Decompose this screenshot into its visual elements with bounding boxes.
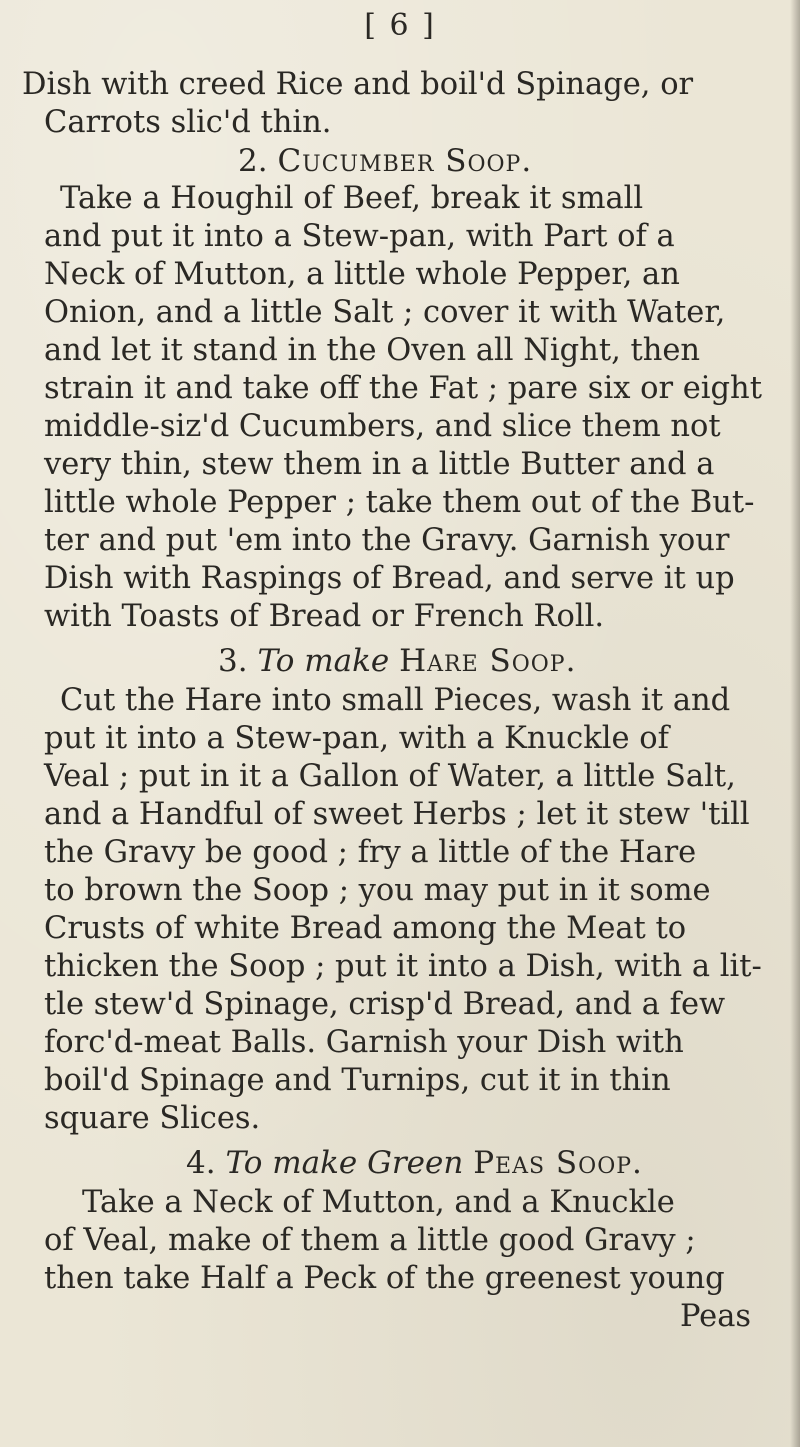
page-gutter-shadow (790, 0, 800, 1447)
text-line: and put it into a Stew-pan, with Part of a (44, 219, 675, 254)
text-line: forc'd-meat Balls. Garnish your Dish with (44, 1025, 684, 1060)
text-line: very thin, stew them in a little Butter and a (44, 447, 715, 482)
heading-title: Hare Soop. (399, 643, 577, 679)
text-line: put it into a Stew-pan, with a Knuckle of (44, 721, 669, 756)
text-line: strain it and take off the Fat ; pare six or eight (44, 371, 762, 406)
text-line: thicken the Soop ; put it into a Dish, with a lit- (44, 949, 762, 984)
heading-title-italic: To make (257, 643, 390, 679)
text-line: Crusts of white Bread among the Meat to (44, 911, 687, 946)
text-line: boil'd Spinage and Turnips, cut it in thin (44, 1063, 671, 1098)
heading-number: 3. (218, 643, 248, 679)
text-line: tle stew'd Spinage, crisp'd Bread, and a few (44, 987, 726, 1022)
text-line: with Toasts of Bread or French Roll. (44, 599, 605, 634)
text-line: little whole Pepper ; take them out of the But- (44, 485, 755, 520)
text-line: Cut the Hare into small Pieces, wash it and (60, 683, 731, 718)
text-line: to brown the Soop ; you may put in it some (44, 873, 711, 908)
catchword: Peas (680, 1299, 752, 1334)
text-line: then take Half a Peck of the greenest young (44, 1261, 725, 1296)
text-line: Neck of Mutton, a little whole Pepper, an (44, 257, 680, 292)
text-line: Dish with creed Rice and boil'd Spinage, or (22, 67, 694, 102)
text-line: Veal ; put in it a Gallon of Water, a little Salt, (44, 759, 736, 794)
heading-number: 2. (238, 143, 268, 179)
heading-title: Peas Soop. (473, 1145, 643, 1181)
heading-number: 4. (186, 1145, 216, 1181)
recipe-heading-hare-soop (218, 642, 576, 680)
text-line: of Veal, make of them a little good Gravy ; (44, 1223, 696, 1258)
page-number: [ 6 ] (364, 8, 436, 43)
text-line: Take a Houghil of Beef, break it small (60, 181, 644, 216)
heading-title-italic: To make Green (225, 1145, 464, 1181)
text-line: the Gravy be good ; fry a little of the Hare (44, 835, 697, 870)
recipe-heading-cucumber-soop (238, 142, 532, 180)
text-line: Carrots slic'd thin. (44, 105, 332, 140)
text-line: and a Handful of sweet Herbs ; let it stew 'till (44, 797, 750, 832)
text-line: square Slices. (44, 1101, 261, 1136)
text-line: middle-siz'd Cucumbers, and slice them not (44, 409, 721, 444)
text-line: Dish with Raspings of Bread, and serve it up (44, 561, 735, 596)
text-line: Take a Neck of Mutton, and a Knuckle (82, 1185, 675, 1220)
text-line: and let it stand in the Oven all Night, then (44, 333, 701, 368)
recipe-heading-green-peas-soop (186, 1144, 643, 1182)
heading-title: Cucumber Soop. (277, 143, 533, 179)
text-line: Onion, and a little Salt ; cover it with Water, (44, 295, 726, 330)
text-line: ter and put 'em into the Gravy. Garnish your (44, 523, 730, 558)
